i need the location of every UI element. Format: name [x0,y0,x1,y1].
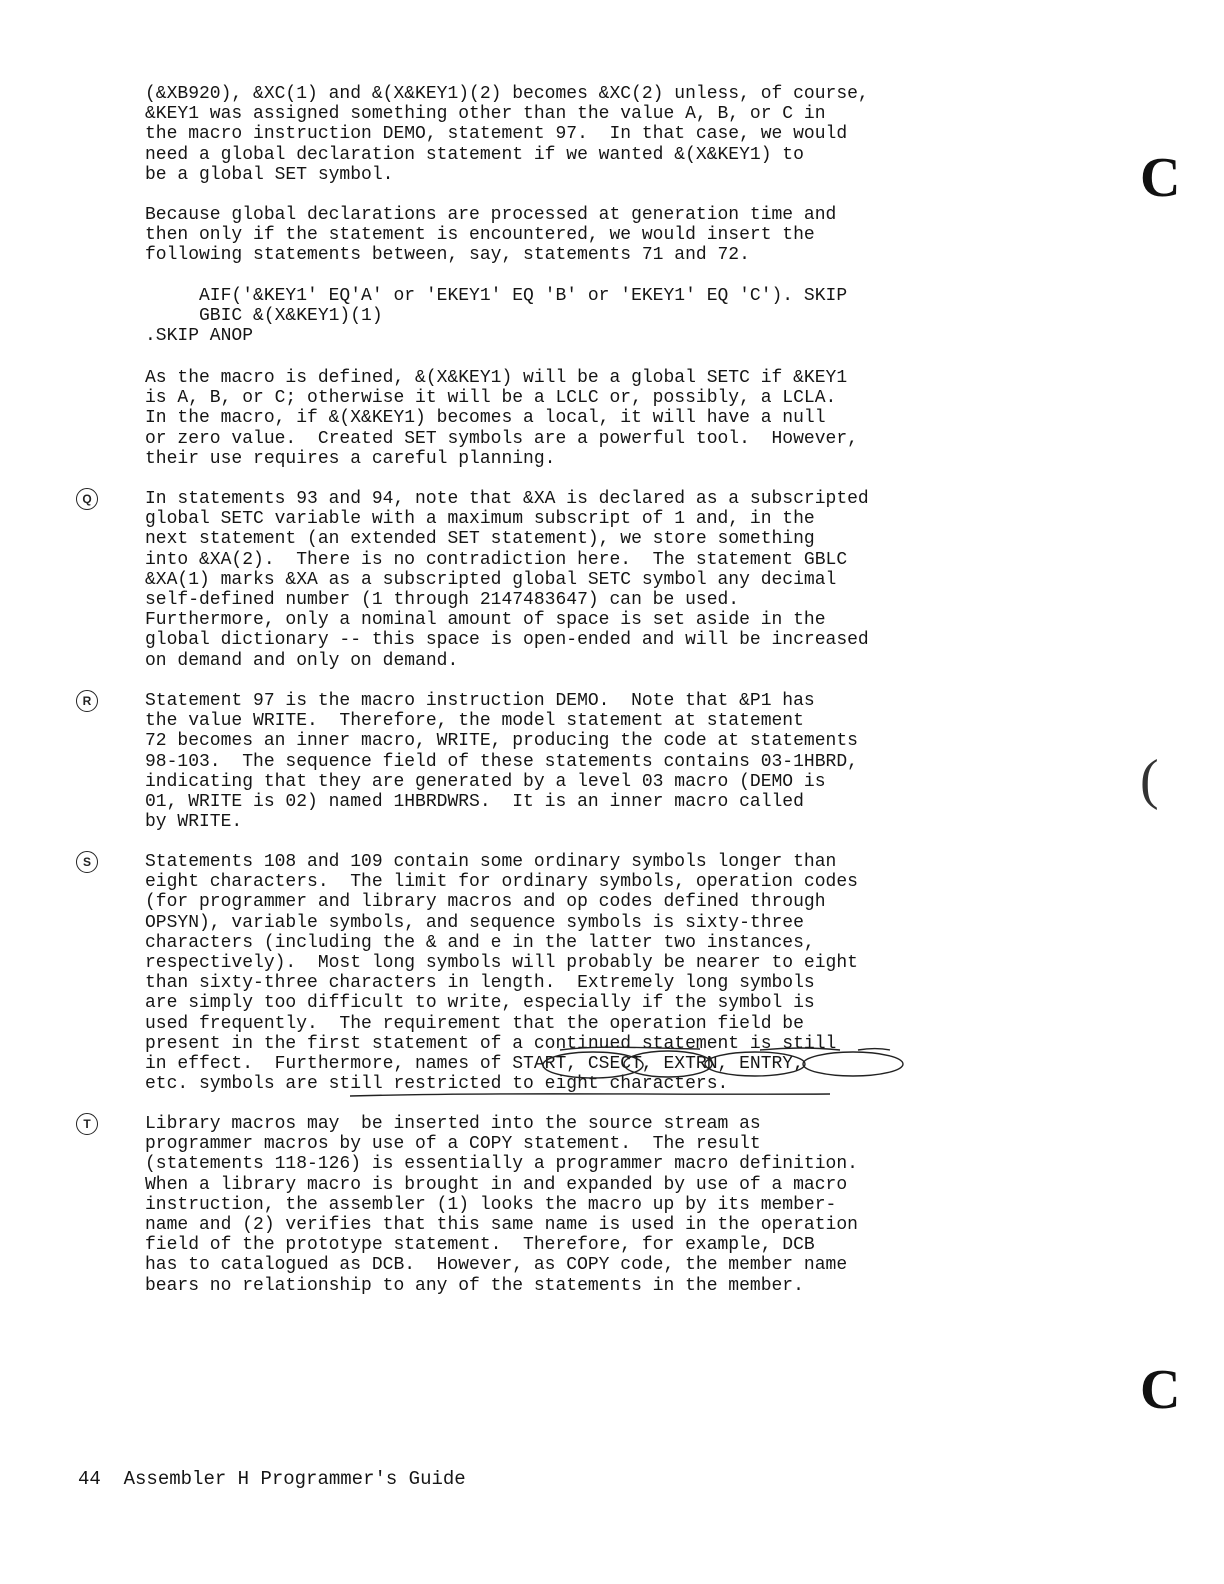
page-footer [78,1468,466,1490]
annotation-marker-q: Q [76,488,98,510]
pen-underline-still [858,1049,890,1051]
paragraph-r: Statement 97 is the macro instruction DEMO. Note that &P1 has the value WRITE. Therefore, the model statement at statement 72 becomes an inner macro, WRITE, producing the code at statements 98-103. The sequence field of these statements contains 03-1HBRD, indicating that they are generated by a level 03 macro (DEMO is 01, WRITE is 02) named 1HBRDWRS. It is an inner macro called by WRITE. [145,691,858,833]
binder-hole-bottom: C [1140,1359,1181,1421]
binder-hole-top: C [1140,147,1181,209]
annotation-marker-s: S [76,851,98,873]
paragraph-s: Statements 108 and 109 contain some ordinary symbols longer than eight characters. The limit for ordinary symbols, operation codes (for programmer and library macros and op codes defined through OPSYN), variable symbols, and sequence symbols is sixty-three characters (including the & and e in the latter two instances, respectively). Most long symbols will probably be nearer to eight than sixty-three characters in length. Extremely long symbols are simply too difficult to write, especially if the symbol is used frequently. The requirement that the operation field be present in the first statement of a continued statement is still in effect. Furthermore, names of START, CSECT, EXTRN, ENTRY, etc. symbols are still restricted to eight characters. [145,852,858,1095]
paragraph-global-symbol: (&XB920), &XC(1) and &(X&KEY1)(2) becomes &XC(2) unless, of course, &KEY1 was assigned something other than the value A, B, or C in the macro instruction DEMO, statement 97. In that case, we would need a global declaration statement if we wanted &(X&KEY1) to be a global SET symbol. [145,84,869,185]
binder-hole-middle: ( [1140,749,1159,811]
paragraph-t: Library macros may be inserted into the source stream as programmer macros by use of a COPY statement. The result (statements 118-126) is essentially a programmer macro definition. When a library macro is brought in and expanded by use of a macro instruction, the assembler (1) looks the macro up by its member- name and (2) verifies that this same name is used in the operation field of the prototype statement. Therefore, for example, DCB has to catalogued as DCB. However, as COPY code, the member name bears no relationship to any of the statements in the member. [145,1114,858,1296]
paragraph-macro-defined: As the macro is defined, &(X&KEY1) will be a global SETC if &KEY1 is A, B, or C; otherwise it will be a LCLC or, possibly, a LCLA. In the macro, if &(X&KEY1) becomes a local, it will have a null or zero value. Created SET symbols are a powerful tool. However, their use requires a careful planning. [145,368,858,469]
annotation-marker-t: T [76,1113,98,1135]
annotation-marker-r: R [76,690,98,712]
paragraph-global-declarations: Because global declarations are processed at generation time and then only if the statement is encountered, we would insert the following statements between, say, statements 71 and 72. [145,205,837,266]
code-listing: AIF('&KEY1' EQ'A' or 'EKEY1' EQ 'B' or 'EKEY1' EQ 'C'). SKIP GBIC &(X&KEY1)(1) .SKIP ANOP [145,286,848,347]
page-number: 44 [78,1468,101,1490]
book-title: Assembler H Programmer's Guide [123,1468,466,1490]
paragraph-q: In statements 93 and 94, note that &XA is declared as a subscripted global SETC variable with a maximum subscript of 1 and, in the next statement (an extended SET statement), we store something into &XA(2). There is no contradiction here. The statement GBLC &XA(1) marks &XA as a subscripted global SETC symbol any decimal self-defined number (1 through 2147483647) can be used. Furthermore, only a nominal amount of space is set aside in the global dictionary -- this space is open-ended and will be increased on demand and only on demand. [145,489,869,671]
